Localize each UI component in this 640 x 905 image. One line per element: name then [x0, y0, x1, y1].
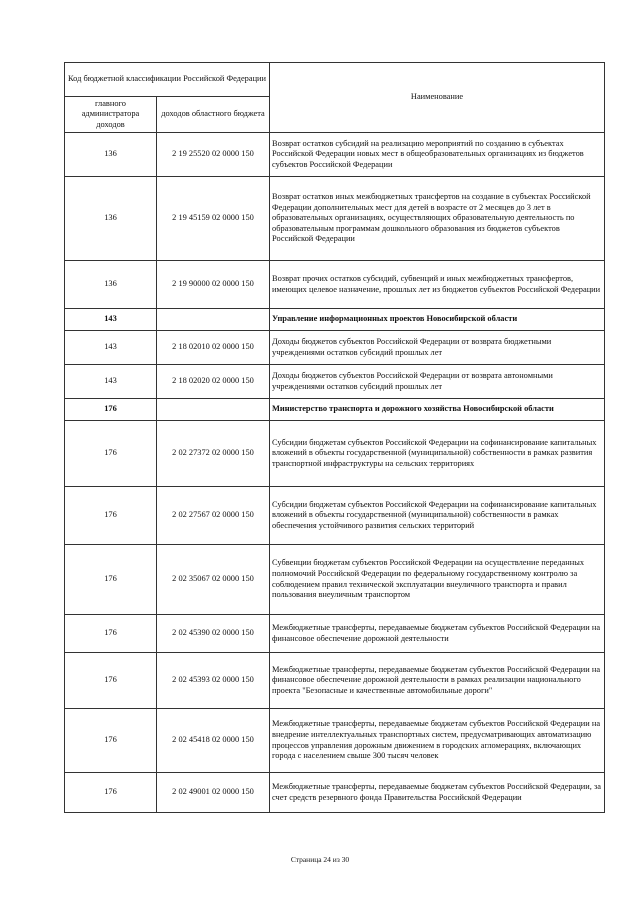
- table-row: [65, 309, 605, 331]
- admin-code-cell: 176: [65, 399, 157, 421]
- name-cell: Доходы бюджетов субъектов Российской Федерации от возврата автономными учреждениями остатков субсидий прошлых лет: [270, 365, 605, 399]
- name-cell: Возврат остатков субсидий на реализацию мероприятий по созданию в субъектах Российской Федерации новых мест в общеобразовательных организациях из бюджетов субъектов Российской Федерации: [270, 133, 605, 177]
- budget-classification-table: [64, 62, 605, 813]
- name-cell: Субвенции бюджетам субъектов Российской Федерации на осуществление переданных полномочий Российской Федерации по федеральному государственному контролю за соблюдением правил технической эксплуатации внеуличного транспорта и правил пользования внеуличным транспортом: [270, 545, 605, 615]
- admin-code-cell: 176: [65, 615, 157, 653]
- income-code-cell: 2 02 49001 02 0000 150: [157, 773, 270, 813]
- name-cell: Доходы бюджетов субъектов Российской Федерации от возврата бюджетными учреждениями остатков субсидий прошлых лет: [270, 331, 605, 365]
- income-code-cell: 2 02 45418 02 0000 150: [157, 709, 270, 773]
- admin-code-cell: 143: [65, 331, 157, 365]
- income-code-cell: 2 18 02020 02 0000 150: [157, 365, 270, 399]
- income-code-cell: 2 19 25520 02 0000 150: [157, 133, 270, 177]
- income-code-cell: 2 18 02010 02 0000 150: [157, 331, 270, 365]
- header-income-code: доходов областного бюджета: [157, 97, 270, 133]
- income-code-cell: 2 02 35067 02 0000 150: [157, 545, 270, 615]
- income-code-cell: 2 19 90000 02 0000 150: [157, 261, 270, 309]
- admin-code-cell: 176: [65, 773, 157, 813]
- table-row: [65, 177, 605, 261]
- name-cell: Возврат остатков иных межбюджетных трансфертов на создание в субъектах Российской Федерации дополнительных мест для детей в возрасте от 2 месяцев до 3 лет в образовательных организациях, осуществляющих образовательную деятельность по образовательным программам дошкольного образования из бюджетов субъектов Российской Федерации: [270, 177, 605, 261]
- table-row: [65, 261, 605, 309]
- admin-code-cell: 176: [65, 487, 157, 545]
- table-row: [65, 709, 605, 773]
- header-budget-code-group: Код бюджетной классификации Российской Федерации: [65, 63, 270, 97]
- income-code-cell: [157, 399, 270, 421]
- name-cell: Субсидии бюджетам субъектов Российской Федерации на софинансирование капитальных вложений в объекты государственной (муниципальной) собственности в рамках обеспечения устойчивого развития сельских территорий: [270, 487, 605, 545]
- name-cell: Управление информационных проектов Новосибирской области: [270, 309, 605, 331]
- admin-code-cell: 136: [65, 177, 157, 261]
- income-code-cell: 2 19 45159 02 0000 150: [157, 177, 270, 261]
- admin-code-cell: 176: [65, 653, 157, 709]
- table-row: [65, 133, 605, 177]
- income-code-cell: 2 02 27567 02 0000 150: [157, 487, 270, 545]
- admin-code-cell: 136: [65, 261, 157, 309]
- table-row: [65, 773, 605, 813]
- table-row: [65, 615, 605, 653]
- table-row: [65, 545, 605, 615]
- table-row: [65, 487, 605, 545]
- name-cell: Субсидии бюджетам субъектов Российской Федерации на софинансирование капитальных вложений в объекты государственной (муниципальной) собственности в рамках развития транспортной инфраструктуры на сельских территориях: [270, 421, 605, 487]
- admin-code-cell: 143: [65, 309, 157, 331]
- name-cell: Межбюджетные трансферты, передаваемые бюджетам субъектов Российской Федерации, за счет средств резервного фонда Правительства Российской Федерации: [270, 773, 605, 813]
- admin-code-cell: 176: [65, 421, 157, 487]
- income-code-cell: [157, 309, 270, 331]
- name-cell: Межбюджетные трансферты, передаваемые бюджетам субъектов Российской Федерации на финансовое обеспечение дорожной деятельности в рамках реализации национального проекта "Безопасные и качественные автомобильные дороги": [270, 653, 605, 709]
- table-row: [65, 331, 605, 365]
- header-name: Наименование: [270, 63, 605, 133]
- table-header-row: [65, 63, 605, 97]
- table-row: [65, 365, 605, 399]
- name-cell: Министерство транспорта и дорожного хозяйства Новосибирской области: [270, 399, 605, 421]
- table-row: [65, 421, 605, 487]
- admin-code-cell: 176: [65, 709, 157, 773]
- income-code-cell: 2 02 45393 02 0000 150: [157, 653, 270, 709]
- table-row: [65, 399, 605, 421]
- header-admin-code: главного администратора доходов: [65, 97, 157, 133]
- name-cell: Возврат прочих остатков субсидий, субвенций и иных межбюджетных трансфертов, имеющих целевое назначение, прошлых лет из бюджетов субъектов Российской Федерации: [270, 261, 605, 309]
- admin-code-cell: 143: [65, 365, 157, 399]
- income-code-cell: 2 02 27372 02 0000 150: [157, 421, 270, 487]
- admin-code-cell: 176: [65, 545, 157, 615]
- income-code-cell: 2 02 45390 02 0000 150: [157, 615, 270, 653]
- table-row: [65, 653, 605, 709]
- admin-code-cell: 136: [65, 133, 157, 177]
- page-footer: Страница 24 из 30: [290, 855, 350, 864]
- name-cell: Межбюджетные трансферты, передаваемые бюджетам субъектов Российской Федерации на финансовое обеспечение дорожной деятельности: [270, 615, 605, 653]
- name-cell: Межбюджетные трансферты, передаваемые бюджетам субъектов Российской Федерации на внедрение интеллектуальных транспортных систем, предусматривающих автоматизацию процессов управления дорожным движением в городских агломерациях, включающих города с населением свыше 300 тысяч человек: [270, 709, 605, 773]
